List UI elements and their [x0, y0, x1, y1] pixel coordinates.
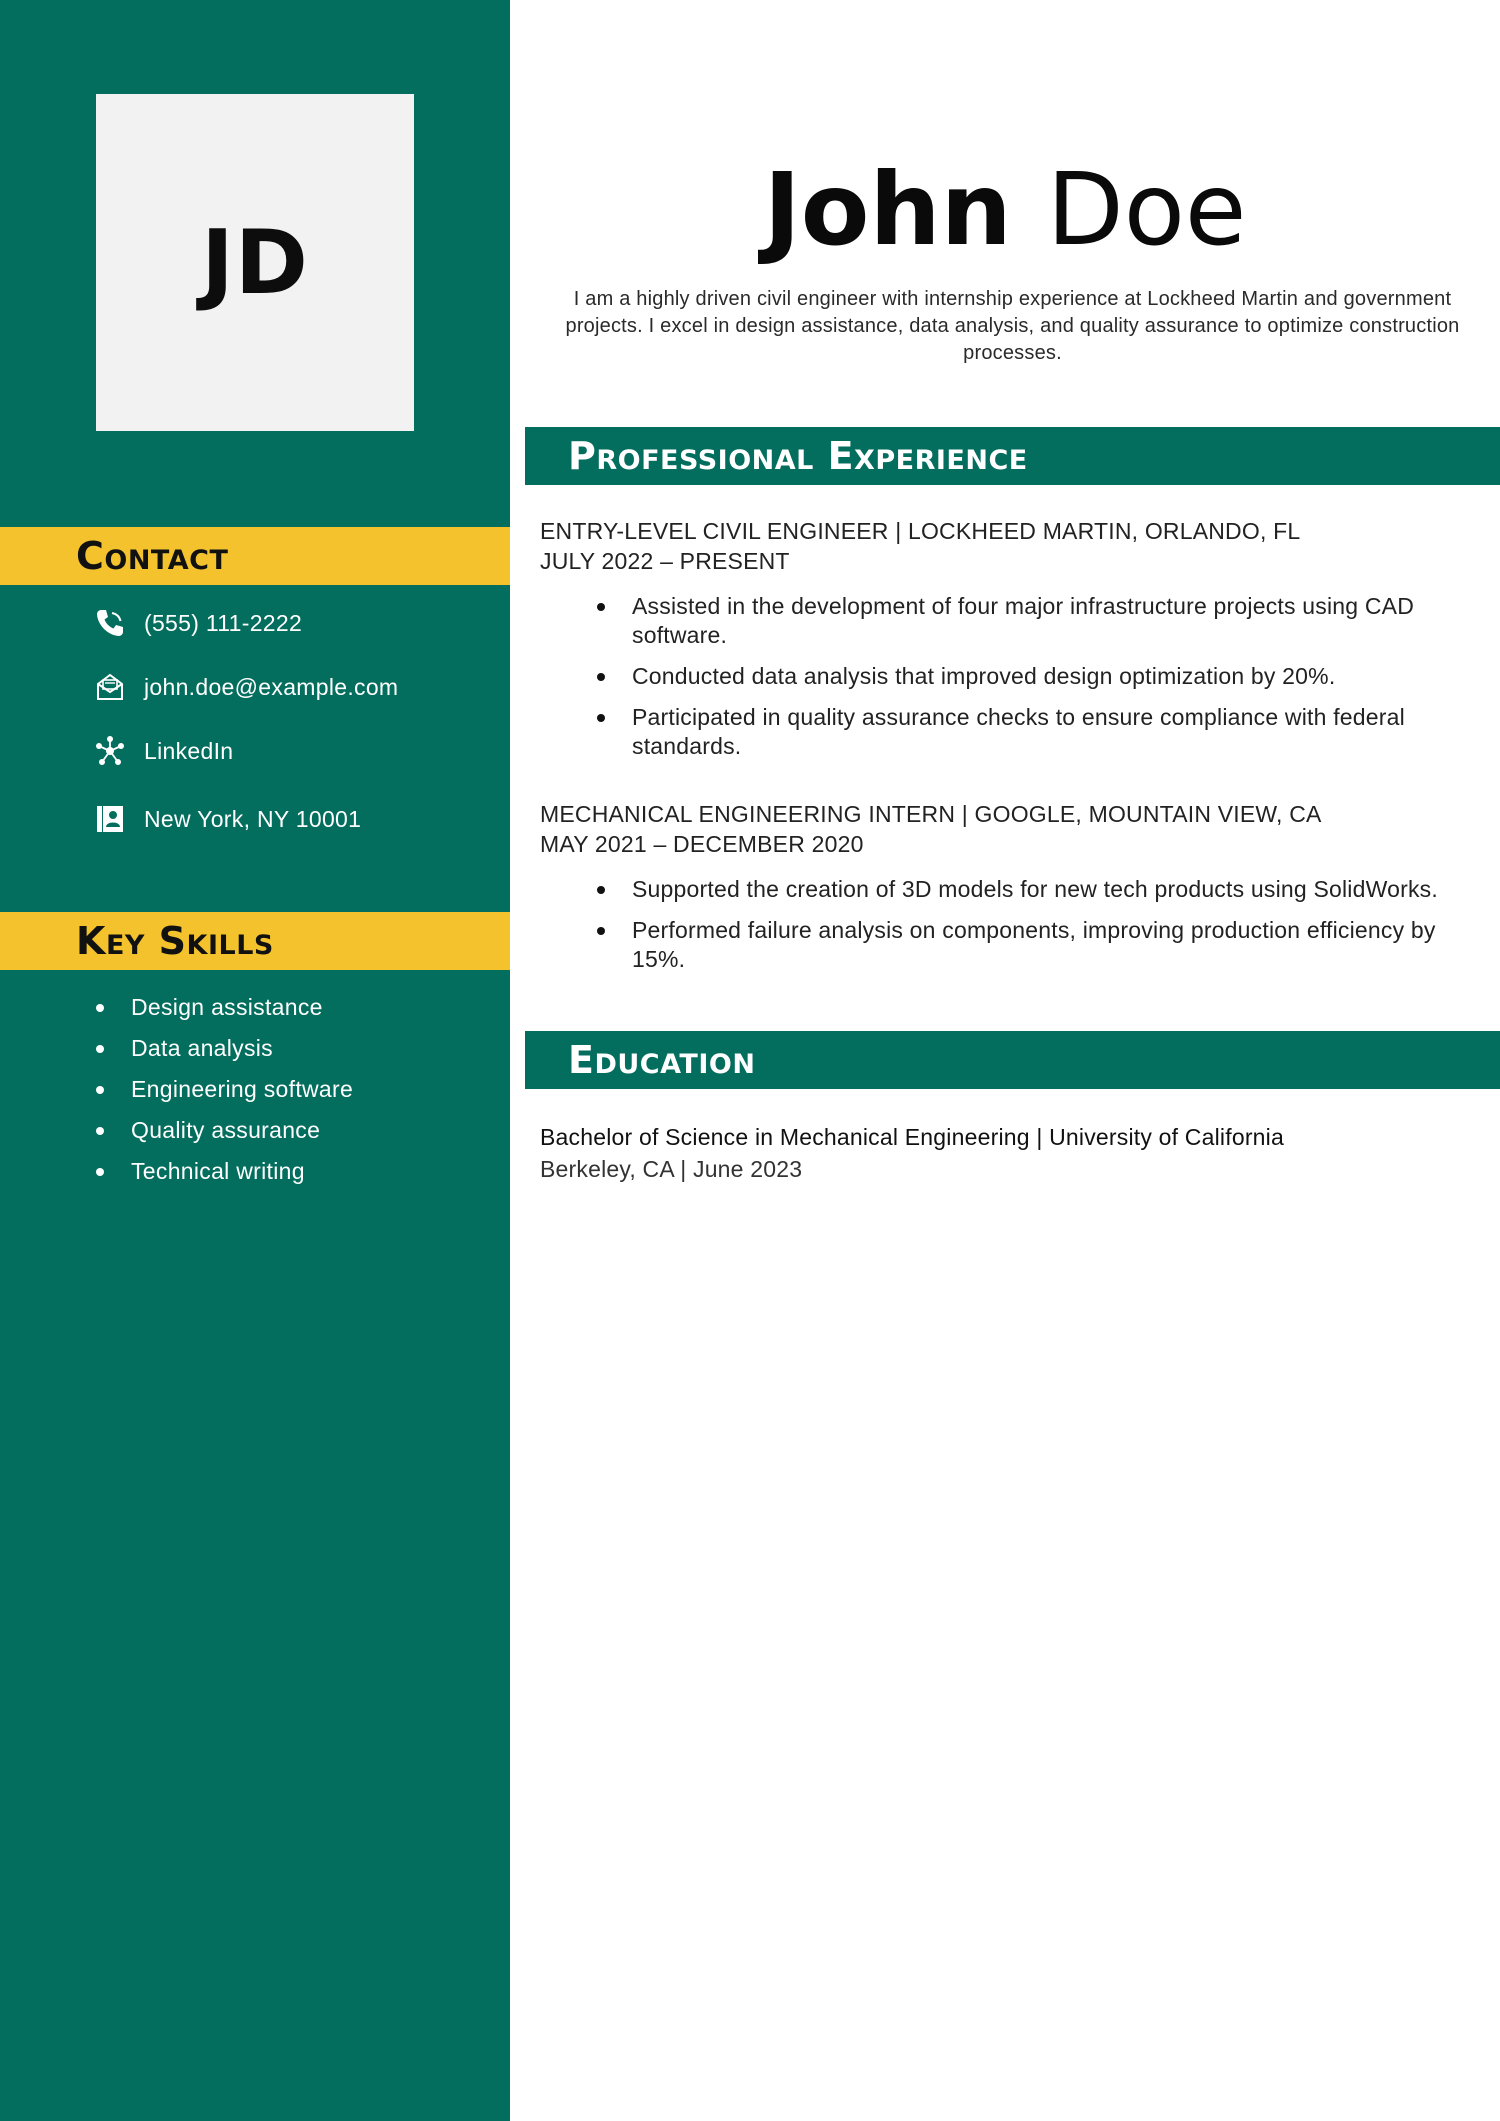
contact-phone[interactable]	[92, 603, 302, 643]
job-dates: JULY 2022 – PRESENT	[540, 548, 790, 574]
skill-item: Design assistance	[96, 987, 353, 1028]
sidebar	[0, 0, 510, 2121]
job-bullets	[540, 592, 1470, 761]
job-title: ENTRY-LEVEL CIVIL ENGINEER | LOCKHEED MARTIN, ORLANDO, FL	[540, 518, 1301, 544]
education-heading: Education	[568, 1038, 756, 1082]
contact-linkedin[interactable]	[92, 731, 233, 771]
email-icon	[92, 669, 128, 705]
skill-item: Quality assurance	[96, 1110, 353, 1151]
last-name: Doe	[1046, 151, 1247, 268]
education-header-band	[525, 1031, 1500, 1089]
contact-location	[92, 799, 361, 839]
contact-card-icon	[92, 801, 128, 837]
phone-icon	[92, 605, 128, 641]
job-bullet: Supported the creation of 3D models for new tech products using SolidWorks.	[540, 875, 1470, 904]
experience-header-band	[525, 427, 1500, 485]
skill-item: Engineering software	[96, 1069, 353, 1110]
degree-line: Bachelor of Science in Mechanical Engineering | University of California	[540, 1124, 1284, 1150]
candidate-name	[510, 140, 1500, 280]
job-title: MECHANICAL ENGINEERING INTERN | GOOGLE, MOUNTAIN VIEW, CA	[540, 801, 1322, 827]
monogram-box	[96, 94, 414, 431]
first-name: John	[763, 151, 1012, 268]
linkedin-text: LinkedIn	[144, 737, 234, 764]
job-dates: MAY 2021 – DECEMBER 2020	[540, 831, 864, 857]
skill-item: Technical writing	[96, 1151, 353, 1192]
job-bullet: Conducted data analysis that improved design optimization by 20%.	[540, 662, 1470, 691]
job-bullet: Assisted in the development of four major infrastructure projects using CAD software.	[540, 592, 1470, 650]
contact-heading: Contact	[76, 534, 229, 578]
location-text: New York, NY 10001	[144, 805, 362, 832]
phone-text: (555) 111-2222	[144, 609, 303, 636]
contact-email[interactable]	[92, 667, 398, 707]
job-bullet: Performed failure analysis on components, improving production efficiency by 15%.	[540, 916, 1470, 974]
monogram-initials: JD	[201, 211, 309, 314]
skills-header-band	[0, 912, 510, 970]
skills-heading: Key Skills	[76, 919, 274, 963]
experience-heading: Professional Experience	[568, 434, 1028, 478]
skills-list	[96, 987, 353, 1192]
education-meta: Berkeley, CA | June 2023	[540, 1156, 803, 1182]
skill-item: Data analysis	[96, 1028, 353, 1069]
contact-header-band	[0, 527, 510, 585]
education-entry	[540, 1121, 1470, 1185]
network-icon	[92, 733, 128, 769]
job-entry	[540, 799, 1470, 986]
job-bullets	[540, 875, 1470, 974]
job-bullet: Participated in quality assurance checks to ensure compliance with federal standards.	[540, 703, 1470, 761]
email-text: john.doe@example.com	[144, 673, 399, 700]
job-entry	[540, 516, 1470, 773]
profile-summary: I am a highly driven civil engineer with internship experience at Lockheed Martin and government projects. I excel in design assistance, data analysis, and quality assurance to optimize construction processes.	[565, 288, 1460, 364]
